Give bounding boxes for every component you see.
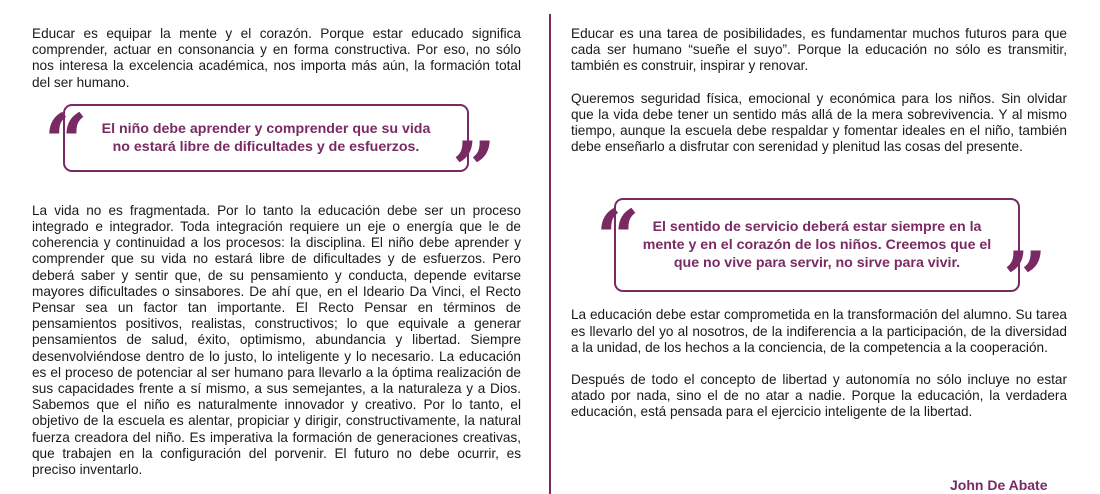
right-paragraph-1: Educar es una tarea de posibilidades, es fundamentar muchos futuros para que cada ser humano “sueñe el suyo”. Porque la educación no sólo es transmitir, también es construir, inspirar y renovar. [571, 26, 1067, 74]
right-quote-text: El sentido de servicio deberá estar siempre en la mente y en el corazón de los niños. Creemos que el que no vive para servir, no sirve para vivir. [642, 219, 992, 271]
left-column [32, 26, 521, 478]
right-close-quote-icon: ” [1003, 235, 1047, 324]
right-paragraph-2: Queremos seguridad física, emocional y económica para los niños. Sin olvidar que la vida debe tener un sentido más allá de la mera sobrevivencia. Y al mismo tiempo, aunque la escuela debe respaldar y fomentar ideales en el niño, también debe enseñarlo a disfrutar con serenidad y plenitud las cosas del presente. [571, 90, 1067, 155]
right-paragraph-3: La educación debe estar comprometida en la transformación del alumno. Su tarea es llevarlo del yo al nosotros, de la indiferencia a la participación, de la diversidad a la unidad, de los hechos a la conciencia, de la competencia a la cooperación. [571, 307, 1067, 355]
left-pull-quote [63, 104, 469, 172]
right-paragraph-4: Después de todo el concepto de libertad y autonomía no sólo incluye no estar atado por nada, sino el de no atar a nadie. Porque la educación, la verdadera educación, está pensada para el ejercicio inteligente de la libertad. [571, 372, 1067, 420]
left-open-quote-icon: “ [44, 97, 88, 186]
left-paragraph-1: Educar es equipar la mente y el corazón. Porque estar educado significa comprender, actuar en consonancia y en forma constructiva. Por eso, no sólo nos interesa la excelencia académica, nos importa más aún, la formación total del ser humano. [32, 26, 521, 90]
spacer [571, 75, 1067, 91]
right-open-quote-icon: “ [596, 193, 640, 282]
right-pull-quote [614, 198, 1020, 292]
left-paragraph-2: La vida no es fragmentada. Por lo tanto la educación debe ser un proceso integrado e integrador. Toda integración requiere un eje o energía que le de coherencia y continuidad a los procesos: la disciplina. El niño debe aprender y comprender que su vida no estará libre de dificultades y de esfuerzos. Pero deberá saber y sentir que, de su pensamiento y conducta, depende evitarse mayores dificultades o sinsabores. De ahí que, en el Ideario Da Vinci, el Recto Pensar sea un factor tan importante. El Recto Pensar en términos de pensamientos positivos, realistas, constructivos; lo que equivale a generar pensamientos de salud, éxito, optimismo, abundancia y libertad. Siempre desenvolviéndose dentro de lo justo, lo inteligente y lo necesario. La educación es el proceso de potenciar al ser humano para llevarlo a la óptima realización de sus capacidades frente a sí mismo, a sus semejantes, a la naturaleza y a Dios. Sabemos que el niño es naturalmente innovador y creativo. Por lo tanto, el objetivo de la escuela es alentar, propiciar y dirigir, constructivamente, la natural fuerza creadora del niño. Es imperativa la formación de generaciones creativas, que trabajen en la configuración del porvenir. El futuro no debe ocurrir, es preciso inventarlo. [32, 202, 521, 478]
spacer [571, 356, 1067, 372]
author-signature: John De Abate [950, 477, 1048, 493]
column-divider [549, 14, 551, 494]
left-close-quote-icon: ” [452, 125, 496, 214]
left-quote-text: El niño debe aprender y comprender que su vida no estará libre de dificultades y de esfuerzos. [101, 121, 431, 155]
